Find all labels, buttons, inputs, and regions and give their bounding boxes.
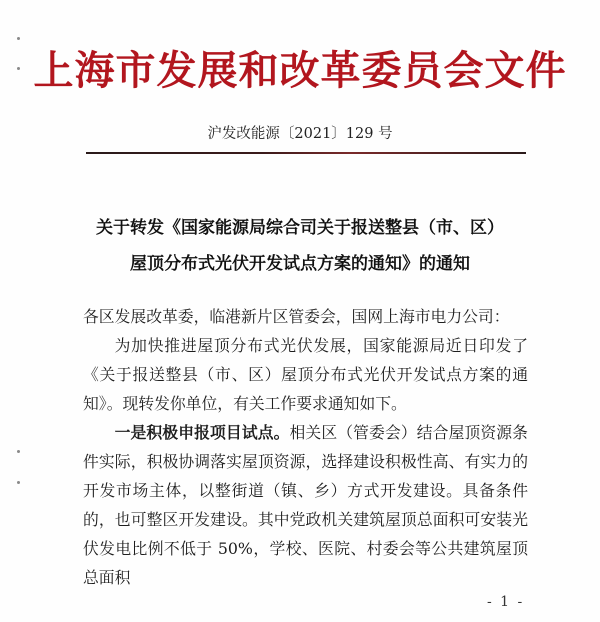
paragraph-intro: 为加快推进屋顶分布式光伏发展，国家能源局近日印发了《关于报送整县（市、区）屋顶分布式光伏开发试点方案的通知》。现转发你单位，有关工作要求通知如下。 bbox=[83, 336, 528, 413]
page-number: - 1 - bbox=[487, 594, 525, 610]
document-number: 沪发改能源〔2021〕129 号 bbox=[207, 126, 393, 142]
addressees: 各区发展改革委，临港新片区管委会，国网上海市电力公司： bbox=[83, 307, 510, 326]
document-title bbox=[0, 210, 600, 282]
binding-hole-mark bbox=[17, 37, 20, 40]
title-line-2: 屋顶分布式光伏开发试点方案的通知》的通知 bbox=[130, 254, 470, 274]
item-1-text: 相关区（管委会）结合屋顶资源条件实际，积极协调落实屋顶资源，选择建设积极性高、有实力的开发市场主体，以整街道（镇、乡）方式开发建设。具备条件的，也可整区开发建设。其中党政机关建筑屋顶总面积可安装光伏发电比例不低于 50%，学校、医院、村委会等公共建筑屋顶总面积 bbox=[83, 423, 528, 587]
header-divider bbox=[86, 152, 526, 154]
item-1-heading: 一是积极申报项目试点。 bbox=[114, 423, 290, 442]
binding-hole-mark bbox=[17, 450, 20, 453]
paragraph-item-1 bbox=[83, 418, 528, 592]
title-line-1: 关于转发《国家能源局综合司关于报送整县（市、区） bbox=[96, 218, 504, 238]
issuer-header: 上海市发展和改革委员会文件 bbox=[33, 47, 567, 94]
document-body bbox=[83, 302, 528, 592]
binding-hole-mark bbox=[17, 481, 20, 484]
